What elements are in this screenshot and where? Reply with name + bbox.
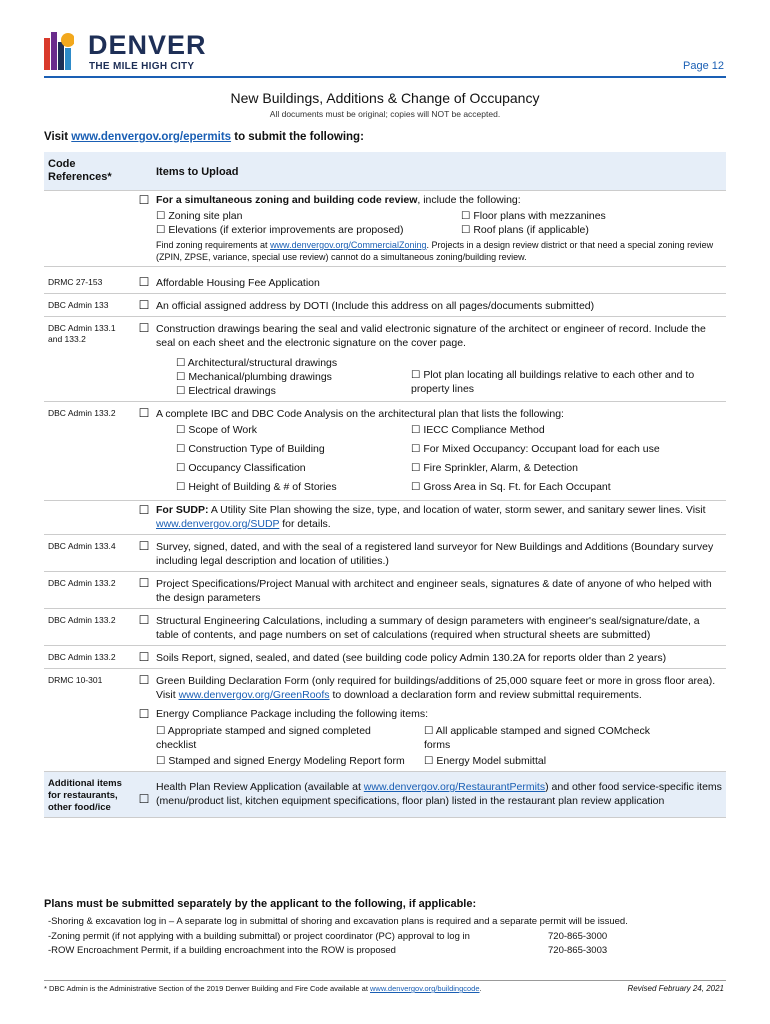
footer-note (44, 984, 482, 993)
sudp-text: A Utility Site Plan showing the size, type, and location of water, storm sewer, and sanitary sewer lines. Visit (208, 504, 706, 516)
code-references-header: Code References* (44, 152, 132, 191)
checkbox-energy[interactable]: ☐ (132, 705, 156, 772)
item-text: Project Specifications/Project Manual with architect and engineer seals, signatures & date of anyone of who helped with the design parameters (156, 572, 726, 609)
checkbox-height[interactable]: ☐ Height of Building & # of Stories (176, 481, 337, 493)
header-rule (44, 76, 726, 78)
restaurant-permits-link[interactable]: www.denvergov.org/RestaurantPermits (363, 781, 546, 793)
item-text: Survey, signed, dated, and with the seal of a registered land surveyor for New Buildings and Additions (Boundary survey including legal description and location of utilities.) (156, 535, 726, 572)
checkbox-gross-area[interactable]: ☐ Gross Area in Sq. Ft. for Each Occupant (411, 481, 611, 493)
checkbox-zoning-site-plan[interactable]: ☐ Zoning site plan (156, 210, 243, 222)
code-ref: DBC Admin 133 (44, 294, 132, 317)
checkbox-code-analysis[interactable]: ☐ (132, 402, 156, 501)
checkbox-comcheck[interactable]: ☐ All applicable stamped and signed COMcheck forms (424, 725, 650, 751)
table-row (44, 572, 726, 609)
checkbox-energy-checklist[interactable]: ☐ Appropriate stamped and signed completed checklist (156, 725, 371, 751)
footer-post: . (479, 984, 482, 993)
footer-pre: * DBC Admin is the Administrative Section of the 2019 Denver Building and Fire Code available at (44, 984, 371, 993)
checkbox-mech-drawings[interactable]: ☐ Mechanical/plumbing drawings (176, 371, 332, 383)
page-title: New Buildings, Additions & Change of Occupancy (230, 90, 540, 106)
checkbox-structural-calcs[interactable]: ☐ (132, 609, 156, 646)
code-ref: DBC Admin 133.1 and 133.2 (44, 317, 132, 402)
checkbox-construction-drawings[interactable]: ☐ (132, 317, 156, 402)
checkbox-restaurants[interactable]: ☐ (132, 772, 156, 818)
checkbox-elec-drawings[interactable]: ☐ Electrical drawings (176, 385, 276, 397)
table-row (44, 646, 726, 669)
table-row (44, 669, 726, 706)
page-subtitle: All documents must be original; copies will NOT be accepted. (269, 109, 501, 119)
logo-tagline: THE MILE HIGH CITY (89, 61, 195, 72)
item-text: A complete IBC and DBC Code Analysis on the architectural plan that lists the following: (156, 408, 564, 420)
green-roofs-link[interactable]: www.denvergov.org/GreenRoofs (178, 689, 330, 701)
checkbox-roof-plans[interactable]: ☐ Roof plans (if applicable) (461, 224, 589, 236)
green-post: to download a declaration form and review submittal requirements. (329, 689, 642, 701)
plans-line-zoning: -Zoning permit (if not applying with a building submittal) or project coordinator (PC) approval to log in (48, 930, 470, 942)
checkbox-survey[interactable]: ☐ (132, 535, 156, 572)
plans-line-row: -ROW Encroachment Permit, if a building encroachment into the ROW is proposed (48, 945, 396, 956)
code-ref: DBC Admin 133.2 (44, 402, 132, 501)
green-pre: Green Building Declaration Form (only required for buildings/additions of 25,000 square feet or more in gross floor area). Visit (156, 675, 716, 701)
footer-rule (44, 980, 726, 981)
sudp-bold: For SUDP: (156, 504, 209, 516)
building-code-link[interactable]: www.denvergov.org/buildingcode (370, 984, 480, 993)
zoning-note-post: . Projects in a design review district or that need a special zoning review (ZPIN, ZPSE, variance, special use review) cannot do a simultaneous zoning/building review. (156, 240, 714, 262)
table-row (44, 294, 726, 317)
table-row-energy (44, 705, 726, 772)
checkbox-occupancy[interactable]: ☐ Occupancy Classification (176, 462, 306, 474)
visit-line (44, 131, 364, 143)
table-row (44, 267, 726, 294)
code-ref: DRMC 27-153 (44, 267, 132, 294)
denver-logo (44, 28, 207, 74)
visit-post: to submit the following: (231, 131, 364, 143)
checkbox-construction-type[interactable]: ☐ Construction Type of Building (176, 443, 325, 455)
table-header (44, 152, 726, 191)
checkbox-arch-drawings[interactable]: ☐ Architectural/structural drawings (176, 357, 338, 369)
code-ref: DBC Admin 133.2 (44, 609, 132, 646)
checkbox-iecc[interactable]: ☐ IECC Compliance Method (411, 424, 545, 436)
sudp-link[interactable]: www.denvergov.org/SUDP (156, 518, 280, 530)
zoning-note-pre: Find zoning requirements at (156, 240, 271, 250)
commercial-zoning-link[interactable]: www.denvergov.org/CommercialZoning (270, 240, 427, 250)
plans-list (48, 915, 728, 959)
page-number: Page 12 (683, 60, 724, 72)
checkbox-plot-plan[interactable]: ☐ Plot plan locating all buildings relative to each other and to property lines (411, 369, 695, 395)
revised-date: Revised February 24, 2021 (627, 984, 724, 993)
checkbox-energy-model[interactable]: ☐ Energy Model submittal (424, 755, 547, 767)
item-text: An official assigned address by DOTI (Include this address on all pages/documents submitted) (156, 294, 726, 317)
rest-post: ) and other food service-specific items (menu/product list, kitchen equipment specifications, floor plan) listed in the restaurant plan review application (156, 781, 722, 807)
checkbox-housing-fee[interactable]: ☐ (132, 267, 156, 294)
table-row (44, 535, 726, 572)
checkbox-zoning[interactable]: ☐ (132, 191, 156, 267)
checkbox-mixed-occupancy[interactable]: ☐ For Mixed Occupancy: Occupant load for each use (411, 443, 660, 455)
checkbox-elevations[interactable]: ☐ Elevations (if exterior improvements are proposed) (156, 224, 404, 236)
zoning-bold: For a simultaneous zoning and building code review (156, 194, 418, 206)
code-ref: DBC Admin 133.2 (44, 572, 132, 609)
logo-word: DENVER (88, 30, 207, 60)
code-ref: Additional items for restaurants, other food/ice (44, 772, 132, 818)
code-ref: DBC Admin 133.2 (44, 646, 132, 669)
table-row (44, 609, 726, 646)
sudp-post: for details. (279, 518, 331, 530)
row-phone: 720-865-3003 (548, 945, 608, 956)
checkbox-specifications[interactable]: ☐ (132, 572, 156, 609)
epermits-link[interactable]: www.denvergov.org/epermits (71, 131, 232, 143)
item-text: Affordable Housing Fee Application (156, 267, 726, 294)
zoning-phone: 720-865-3000 (548, 930, 608, 942)
table-row-sudp (44, 501, 726, 535)
requirements-table (44, 152, 726, 818)
code-ref: DBC Admin 133.4 (44, 535, 132, 572)
checkbox-floor-plans[interactable]: ☐ Floor plans with mezzanines (461, 210, 606, 222)
item-text: Energy Compliance Package including the following items: (156, 708, 428, 720)
checkbox-soils-report[interactable]: ☐ (132, 646, 156, 669)
checkbox-fire-sprinkler[interactable]: ☐ Fire Sprinkler, Alarm, & Detection (411, 462, 578, 474)
items-to-upload-header: Items to Upload (156, 152, 726, 191)
item-text: Soils Report, signed, sealed, and dated (see building code policy Admin 130.2A for reports older than 2 years) (156, 646, 726, 669)
checkbox-scope[interactable]: ☐ Scope of Work (176, 424, 258, 436)
table-row-code-analysis (44, 402, 726, 501)
zoning-rest: , include the following: (417, 194, 521, 206)
checkbox-address[interactable]: ☐ (132, 294, 156, 317)
checkbox-sudp[interactable]: ☐ (132, 501, 156, 535)
checkbox-green-building[interactable]: ☐ (138, 673, 150, 687)
table-row (44, 317, 726, 402)
table-row-restaurants (44, 772, 726, 818)
checkbox-energy-modeling[interactable]: ☐ Stamped and signed Energy Modeling Report form (156, 755, 405, 767)
item-text: Structural Engineering Calculations, including a summary of design parameters with engineer's seal/signature/date, a table of contents, and page numbers on set of calculations (required when structural sheets are submitted) (156, 609, 726, 646)
visit-pre: Visit (44, 131, 72, 143)
denver-logo-mark-icon (44, 28, 74, 70)
plans-line-shoring: -Shoring & excavation log in – A separate log in submittal of shoring and excavation plans is required and a separate permit will be issued. (48, 916, 628, 927)
rest-pre: Health Plan Review Application (available at (156, 781, 364, 793)
code-ref: DRMC 10-301 (48, 675, 103, 685)
item-text: Construction drawings bearing the seal and valid electronic signature of the architect or engineer of record. Include the seal on each sheet and the electronic signature on the cover page. (156, 323, 706, 349)
plans-heading: Plans must be submitted separately by the applicant to the following, if applicable: (44, 898, 477, 910)
table-row-zoning (44, 191, 726, 267)
